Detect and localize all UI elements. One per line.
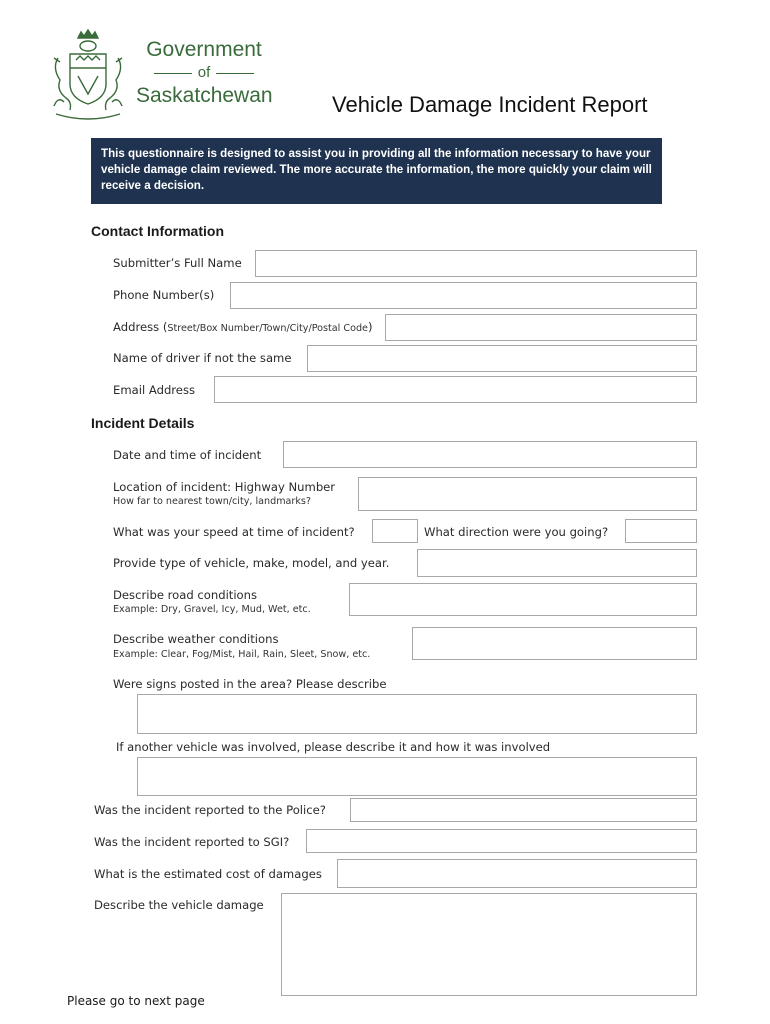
other-vehicle-label: If another vehicle was involved, please describe it and how it was involved xyxy=(116,740,551,754)
intro-banner: This questionnaire is designed to assist you in providing all the information necessary to have your vehicle damage claim reviewed. The more accurate the information, the more quickly your claim will receive a decision. xyxy=(91,138,662,204)
coat-of-arms-icon xyxy=(48,28,128,124)
road-conditions-example: Example: Dry, Gravel, Icy, Mud, Wet, etc. xyxy=(113,604,311,615)
contact-section-heading: Contact Information xyxy=(91,223,224,239)
full-name-label: Submitter’s Full Name xyxy=(113,256,242,270)
vehicle-type-label: Provide type of vehicle, make, model, and year. xyxy=(113,556,390,570)
cost-label: What is the estimated cost of damages xyxy=(94,867,322,881)
email-label: Email Address xyxy=(113,383,196,397)
damage-field[interactable] xyxy=(281,893,697,996)
org-name xyxy=(136,38,272,108)
address-label xyxy=(113,320,372,335)
speed-field[interactable] xyxy=(372,519,418,543)
phone-field[interactable] xyxy=(230,282,697,309)
footer-next-page: Please go to next page xyxy=(67,994,205,1008)
incident-section-heading: Incident Details xyxy=(91,415,195,431)
government-logo xyxy=(48,28,272,124)
org-line-2-text: of xyxy=(197,64,211,81)
address-label-close: ) xyxy=(367,320,373,334)
location-label: Location of incident: Highway Number xyxy=(113,480,336,494)
phone-label: Phone Number(s) xyxy=(113,288,215,302)
address-field[interactable] xyxy=(385,314,697,341)
address-label-text: Address ( xyxy=(113,320,168,334)
org-line-2 xyxy=(136,62,272,84)
sgi-label: Was the incident reported to SGI? xyxy=(94,835,290,849)
vehicle-type-field[interactable] xyxy=(417,549,697,577)
signs-label: Were signs posted in the area? Please describe xyxy=(113,677,387,691)
police-label: Was the incident reported to the Police? xyxy=(94,803,326,817)
date-time-field[interactable] xyxy=(283,441,697,468)
weather-example: Example: Clear, Fog/Mist, Hail, Rain, Sleet, Snow, etc. xyxy=(113,649,371,660)
sgi-field[interactable] xyxy=(306,829,697,853)
email-field[interactable] xyxy=(214,376,697,403)
driver-name-label: Name of driver if not the same xyxy=(113,351,292,365)
weather-field[interactable] xyxy=(412,627,697,660)
full-name-field[interactable] xyxy=(255,250,697,277)
signs-field[interactable] xyxy=(137,694,697,734)
cost-field[interactable] xyxy=(337,859,697,888)
org-line-1: Government xyxy=(146,38,262,61)
org-line-3: Saskatchewan xyxy=(136,84,273,107)
police-field[interactable] xyxy=(350,798,697,822)
document-title: Vehicle Damage Incident Report xyxy=(332,92,648,117)
direction-field[interactable] xyxy=(625,519,697,543)
address-hint: Street/Box Number/Town/City/Postal Code xyxy=(167,323,368,334)
weather-label: Describe weather conditions xyxy=(113,632,279,646)
damage-label: Describe the vehicle damage xyxy=(94,898,264,912)
location-field[interactable] xyxy=(358,477,697,511)
driver-name-field[interactable] xyxy=(307,345,697,372)
road-conditions-field[interactable] xyxy=(349,583,697,616)
date-time-label: Date and time of incident xyxy=(113,448,262,462)
road-conditions-label: Describe road conditions xyxy=(113,588,258,602)
direction-label: What direction were you going? xyxy=(424,525,609,539)
other-vehicle-field[interactable] xyxy=(137,757,697,796)
speed-label: What was your speed at time of incident? xyxy=(113,525,355,539)
location-hint: How far to nearest town/city, landmarks? xyxy=(113,496,312,507)
